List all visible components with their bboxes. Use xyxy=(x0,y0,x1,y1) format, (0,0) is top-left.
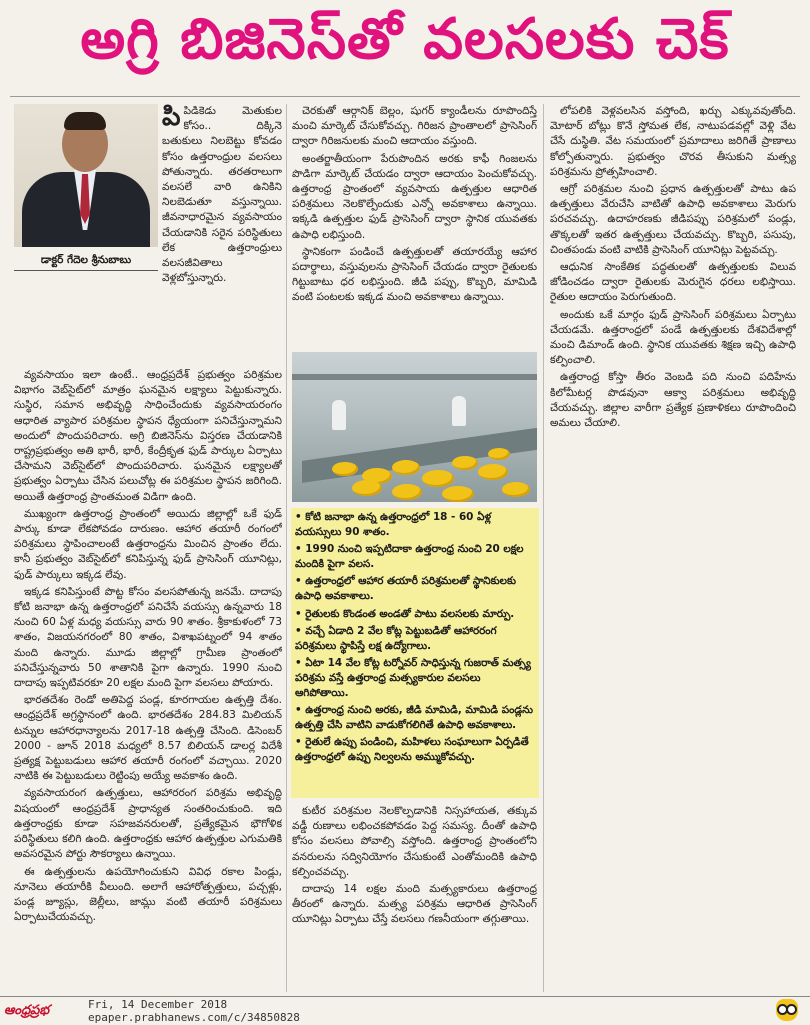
column-2-bottom xyxy=(292,804,537,992)
column-divider xyxy=(286,104,287,992)
edition-date: Fri, 14 December 2018 xyxy=(88,998,228,1011)
paragraph: భారతదేశం రెండో అతిపెద్ద పండ్ల, కూరగాయల ఉత్పత్తి దేశం. ఆంధ్రప్రదేశ్ అగ్రస్థానంలో ఉంది. భారతదేశం 284.83 మిలియన్ టన్నుల ఆహారధాన్యాలను 2017-18 ఉత్పత్తి చేసింది. డిసెంబర్ 2000 - జూన్ 2018 మధ్యలో 8.57 బిలియన్ డాలర్ల విదేశీ ప్రత్యక్ష పెట్టుబడులు ఆహార తయారీ రంగంలో వచ్చాయి. 2020 నాటికి ఈ పెట్టుబడులు రెట్టింపు అయ్యే అవకాశం ఉంది. xyxy=(14,694,282,783)
paragraph: వ్యవసాయరంగ ఉత్పత్తులు, ఆహారరంగ పరిశ్రమ అభివృద్ధి విషయంలో ఆంధ్రప్రదేశ్ ప్రాధాన్యత సంతరించుకుంది. ఇది ఉత్తరాంధ్రకు కూడా సహజవనరులతో, ప్రత్యేకమైన భౌగోళిక పరిస్థితులు కలిగి ఉంది. ఉత్తరాంధ్రకు ఆహార ఉత్పత్తుల ఎగుమతికి అవసరమైన పోర్టు సౌకర్యాలు ఉన్నాయి. xyxy=(14,787,282,861)
headline: అగ్రి బిజినెస్‌తో వలసలకు చెక్ xyxy=(80,6,730,72)
column-divider xyxy=(543,104,544,992)
footer-bar xyxy=(0,996,810,1025)
paragraph: అంతర్జాతీయంగా పేరుపొందిన అరకు కాఫీ గింజలను పొడిగా మార్కెట్ చేయడం ద్వారా ఆదాయం పెంచుకోవచ్చు. ఉత్తరాంధ్ర ప్రాంతంలో వ్యవసాయ ఉత్పత్తుల ఆధారిత పరిశ్రమలు నెలకొల్పేందుకు ఎన్నో అవకాశాలు ఉన్నాయి. ఇక్కడి ఉత్పత్తుల ఫుడ్ ప్రాసెసింగ్ ద్వారా స్థానిక యువతకు ఉపాధి లభిస్తుంది. xyxy=(292,152,537,241)
photo-caption: డాక్టర్ గేదెల శ్రీనుబాబు xyxy=(14,250,158,271)
highlights-box xyxy=(291,508,539,798)
paragraph: ముఖ్యంగా ఉత్తరాంధ్ర ప్రాంతంలో అయిదు జిల్లాల్లో ఒకే ఫుడ్ పార్కు కూడా లేకపోవడం దారుణం. ఆహార తయారీ రంగంలో పరిశ్రమలు స్థాపించాలంటే ఉత్తరాంధ్రను మించిన ప్రాంతం లేదు. కానీ ప్రభుత్వం వెబ్‌సైట్‌లో కనిపిస్తున్న ఫుడ్ ప్రాసెసింగ్ యూనిట్లు, ఫుడ్ పార్కులు ఇక్కడ లేవు. xyxy=(14,507,282,581)
column-1 xyxy=(14,368,282,992)
highlight-item: • రైతులకు కొండంత అండతో పాటు వలసలకు మార్పు. xyxy=(295,607,515,620)
epaper-link[interactable]: epaper.prabhanews.com/c/34850828 xyxy=(88,1011,300,1024)
headline-divider xyxy=(10,96,800,97)
highlight-item: • ఏటా 14 వేల కోట్ల టర్నోవర్ సాధిస్తున్న గుజరాత్ మత్స్య పరిశ్రమ వస్తే ఉత్తరాంధ్ర మత్స్యకారుల వలసలు ఆగిపోతాయి. xyxy=(295,657,531,699)
paragraph: ఇక్కడ కనిపిస్తుంటే పొట్ట కోసం వలసపోతున్న జనమే. దాదాపు కోటి జనాభా ఉన్న ఉత్తరాంధ్రలో పనిచేసే వయస్సు ఉన్నవారు 18 నుంచి 60 ఏళ్ల మధ్య వయస్సు వారు 90 శాతం. శ్రీకాకుళంలో 73 శాతం, విజయనగరంలో 80 శాతం, విశాఖపట్నంలో 94 శాతం మంది ఉన్నారు. మూడు జిల్లాల్లో గ్రామీణ ప్రాంతంలో పనిచేస్తున్నవారు 50 శాతానికి పైగా ఉన్నారు. 1990 నుంచి దాదాపు ఇప్పటివరకూ 20 లక్షల మంది పైగా వలసలు పోయారు. xyxy=(14,585,282,690)
paragraph: దాదాపు 14 లక్షల మంది మత్స్యకారులు ఉత్తరాంధ్ర తీరంలో ఉన్నారు. మత్స్య పరిశ్రమ ఆధారిత ప్రాసెసింగ్ యూనిట్లు ఏర్పాటు చేస్తే వలసలు గణనీయంగా తగ్గుతాయి. xyxy=(292,883,537,926)
paragraph: కుటీర పరిశ్రమల నెలకొల్పడానికి నిస్సహాయత, తక్కువ వడ్డీ రుణాలు లభించకపోవడం పెద్ద సమస్య. దీంతో ఉపాధి కోసం వలసలు పోవాల్సి వస్తోంది. ఉత్తరాంధ్ర ప్రాంతంలోని వనరులను సద్వినియోగం చేసుకుంటే ఎంతోమందికి ఉపాధి కల్పించవచ్చు. xyxy=(292,805,537,878)
author-photo xyxy=(14,104,158,247)
paragraph: ఆధునిక సాంకేతిక పద్ధతులతో ఉత్పత్తులకు విలువ జోడించడం ద్వారా రైతులకు మెరుగైన ధరలు లభిస్తాయి. రైతుల ఆదాయం పెరుగుతుంది. xyxy=(550,261,796,304)
owl-icon xyxy=(776,999,798,1021)
drop-cap: పి xyxy=(162,104,181,132)
highlight-item: • కోటి జనాభా ఉన్న ఉత్తరాంధ్రలో 18 - 60 ఏళ్ల వయస్సులు 90 శాతం. xyxy=(295,511,492,538)
paragraph: లోపలికి వెళ్లవలసిన వస్తోంది, ఖర్చు ఎక్కువవుతోంది. మోటార్ బోట్లు కొనే స్తోమత లేక, నాటుపడవల్లో వెళ్లి వేట చేసే దుస్థితి. వేట సమయంలో ప్రమాదాలు జరిగితే ప్రాణాలు కోల్పోతున్నారు. ప్రభుత్వం చొరవ తీసుకుని మత్స్య పరిశ్రమను ప్రోత్సహించాలి. xyxy=(550,105,796,178)
factory-photo xyxy=(292,352,537,502)
highlight-item: • వచ్చే ఏడాది 2 వేల కోట్ల పెట్టుబడితో ఆహారరంగ పరిశ్రమలు స్థాపిస్తే లక్ష ఉద్యోగాలు. xyxy=(295,625,497,652)
intro-text: పిడికెడు మెతుకుల కోసం.. దిక్కినె బతుకులు నిలబెట్టు కోవడం కోసం ఉత్తరాంధ్రుల వలసలు పోతున్నారు. తరతరాలుగా వలసలే వారి ఉనికిని నిలబెడుతూ వస్తున్నాయి. జీవనాధారమైన వ్యవసాయం చేయడానికి సరైన పరిస్థితులు లేక ఉత్తరాంధ్రులు వలసజీవితాలు వెళ్లబోస్తున్నారు. xyxy=(162,105,282,285)
paragraph: ఈ ఉత్పత్తులను ఉపయోగించుకుని వివిధ రకాల పిండ్లు, నూనెలు తయారీకి వీలుంది. అలాగే ఆహారోత్పత్తులు, పచ్చళ్లు, పండ్ల జ్యూస్లు, జెల్లీలు, జామ్లు వంటి తయారీ పరిశ్రమలు ఏర్పాటుచేయవచ్చు. xyxy=(14,865,282,924)
column-2-top xyxy=(292,104,537,348)
highlight-item: • 1990 నుంచి ఇప్పటిదాకా ఉత్తరాంధ్ర నుంచి 20 లక్షల మందికి పైగా వలస. xyxy=(295,543,524,570)
highlight-item: • రైతులే ఉప్పు పండించి, మహిళలు సంఘాలుగా ఏర్పడితే ఉత్తరాంధ్రలో ఉప్పు నిల్వలను అమ్ముకోవచ్చు. xyxy=(295,736,529,763)
highlight-item: • ఉత్తరాంధ్రలో ఆహార తయారీ పరిశ్రమలతో స్థానికులకు ఉపాధి అవకాశాలు. xyxy=(295,575,517,602)
highlight-item: • ఉత్తరాంధ్ర నుంచి అరకు, జీడి మామిడి, మామిడి పండ్లను ఉత్పత్తి చేసి వాటిని వాడుకోగలిగితే ఉపాధి అవకాశాలు. xyxy=(295,704,533,731)
paragraph: అందుకు ఒకే మార్గం ఫుడ్ ప్రాసెసింగ్ పరిశ్రమలు ఏర్పాటు చేయడమే. ఉత్తరాంధ్రలో పండే ఉత్పత్తులకు దేశవిదేశాల్లో మంచి డిమాండ్ ఉంది. స్థానిక యువతకు శిక్షణ ఇచ్చి ఉపాధి కల్పించాలి. xyxy=(550,308,796,367)
paragraph: వ్యవసాయం ఇలా ఉంటే.. ఆంధ్రప్రదేశ్ ప్రభుత్వం పరిశ్రమల విభాగం వెబ్‌సైట్‌లో మాత్రం ఘనమైన లక్ష్యాలు పెట్టుకున్నారు. సుస్థిర, సమాన అభివృద్ధి సాధించేందుకు వ్యవసాయరంగం ఆధారిత వ్యాపార పరిశ్రమల స్థాపన ధ్యేయంగా పనిచేస్తున్నామని అందులో పొందుపరిచారు. అగ్రి బిజినెస్‌ను విస్తరణ చేయడానికి రాష్ట్రప్రభుత్వం అతి భారీ, భారీ, కేంద్రీకృత ఫుడ్ పార్కుల ఏర్పాటు చేసామని వెబ్‌సైట్‌లో పొందుపరిచారు. ఘనమైన లక్ష్యాలతో ప్రభుత్వం ఏర్పాటు చేసిన పలుచోట్ల ఈ పరిశ్రమల స్థాపన జరిగింది. అయితే ఉత్తరాంధ్ర ప్రాంతమంత విడిగా ఉంది. xyxy=(14,369,282,503)
paragraph: చెరకుతో ఆర్గానిక్ బెల్లం, షుగర్ క్యాండీలను రూపొందిస్తే మంచి మార్కెట్ చేసుకోవచ్చు. గిరిజన ప్రాంతాలలో ప్రాసెసింగ్ ద్వారా గిరిజనులకు మంచి ఆదాయం వస్తుంది. xyxy=(292,105,537,148)
paragraph: స్థానికంగా పండించే ఉత్పత్తులతో తయారయ్యే ఆహార పదార్థాలు, వస్తువులను ప్రాసెసింగ్ చేయడం ద్వారా రైతులకు గిట్టుబాటు ధర లభిస్తుంది. జీడి పప్పు, కొబ్బరి, మామిడి వంటి పంటలకు ఇక్కడ మంచి అవకాశాలు ఉన్నాయి. xyxy=(292,245,537,304)
paragraph: ఉత్తరాంధ్ర కోస్తా తీరం వెంబడి పది నుంచి పదిహేను కిలోమీటర్ల పొడవునా ఆక్వా పరిశ్రమలు అభివృద్ధి చేయవచ్చు. జిల్లాల వారీగా ప్రత్యేక ప్రణాళికలు రూపొందించి అమలు చేయాలి. xyxy=(550,371,796,430)
paragraph: ఆగ్రో పరిశ్రమల నుంచి ప్రధాన ఉత్పత్తులతో పాటు ఉప ఉత్పత్తులు వేరుచేసి వాటితో ఉపాధి అవకాశాలు మెరుగు పరచవచ్చు. ఉదాహరణకు జీడిపప్పు పరిశ్రమలో పండ్లు, తొక్కలతో ఇతర ఉత్పత్తులు చేయవచ్చు. కొబ్బరి, పసుపు, చింతపండు వంటి వాటికి ప్రాసెసింగ్ యూనిట్లు పెట్టవచ్చు. xyxy=(550,183,796,256)
column-3 xyxy=(550,104,796,992)
column-1-intro xyxy=(162,104,282,366)
newspaper-logo: ఆంధ్రప్రభ xyxy=(4,1003,50,1018)
